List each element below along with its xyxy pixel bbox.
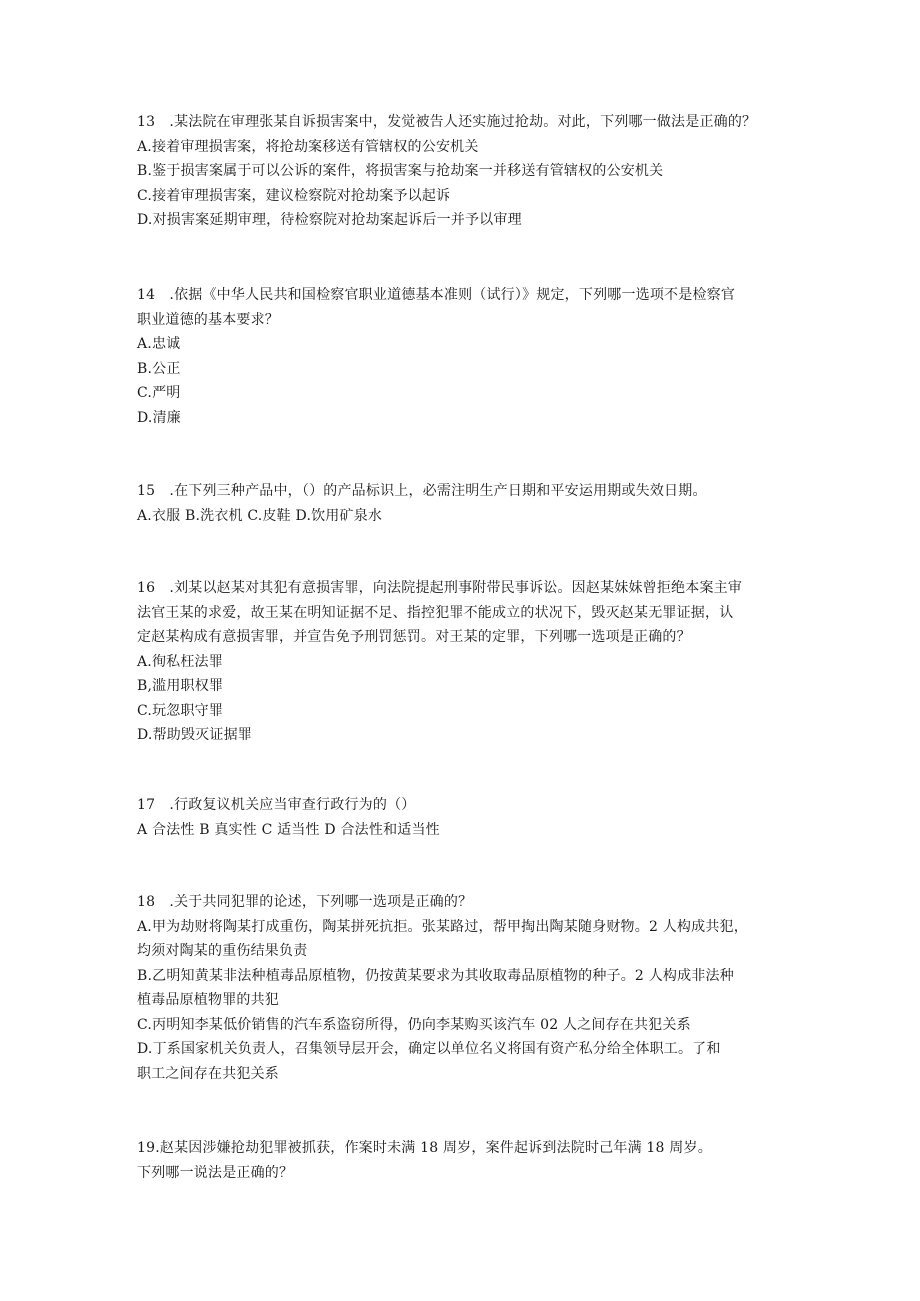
question-14-stem-continued: 职业道德的基本要求？ [137, 311, 279, 328]
question-18-option-c: C.丙明知李某低价销售的汽车系盗窃所得，仍向李某购买该汽车 02 人之间存在共犯关系 [137, 1016, 691, 1033]
question-16-option-a: A.徇私枉法罪 [137, 653, 223, 670]
question-16-option-c: C.玩忽职守罪 [137, 702, 224, 719]
question-15 [137, 479, 802, 528]
question-14-option-c: C.严明 [137, 385, 181, 401]
question-16-stem: 16 .刘某以赵某对其犯有意损害罪，向法院提起刑事附带民事诉讼。因赵某妹妹曾拒绝本案主审 [137, 580, 743, 596]
question-18-option-d: D.丁系国家机关负责人，召集领导层开会，确定以单位名义将国有资产私分给全体职工。了和 [137, 1041, 721, 1057]
question-14-option-b: B.公正 [137, 360, 181, 377]
question-16-option-b: B,滥用职权罪 [137, 678, 224, 694]
question-17-stem: 17 .行政复议机关应当审查行政行为的（） [137, 797, 416, 813]
question-18-option-b: B.乙明知黄某非法种植毒品原植物，仍按黄某要求为其收取毒品原植物的种子。2 人构成非法种 [137, 967, 734, 984]
question-16 [137, 576, 802, 748]
question-18-stem: 18 .关于共同犯罪的论述，下列哪一选项是正确的？ [137, 894, 473, 910]
question-16-stem-continued: 定赵某构成有意损害罪，并宣告免予刑罚惩罚。对王某的定罪，下列哪一选项是正确的？ [137, 629, 691, 645]
question-18-option-a: A.甲为劫财将陶某打成重伤，陶某拼死抗拒。张某路过，帮甲掏出陶某随身财物。2 人构成共犯， [137, 918, 748, 935]
question-13-option-a: A.接着审理损害案，将抢劫案移送有管辖权的公安机关 [137, 138, 479, 155]
question-14-stem: 14 .依据《中华人民共和国检察官职业道德基本准则（试行）》规定，下列哪一选项不是检察官 [137, 287, 736, 303]
question-13-option-d: D.对损害案延期审理，待检察院对抢劫案起诉后一并予以审理 [137, 212, 522, 228]
question-13 [137, 110, 802, 233]
question-13-option-c: C.接着审理损害案，建议检察院对抢劫案予以起诉 [137, 187, 451, 204]
question-18-option-a-continued: 均须对陶某的重伤结果负责 [137, 943, 308, 959]
question-15-options: A.衣服 B.洗衣机 C.皮鞋 D.饮用矿泉水 [137, 507, 383, 524]
question-17 [137, 793, 802, 842]
question-14-option-a: A.忠诚 [137, 336, 181, 352]
question-19-stem-continued: 下列哪一说法是正确的？ [137, 1164, 294, 1181]
question-17-options: A 合法性 B 真实性 C 适当性 D 合法性和适当性 [137, 821, 440, 838]
question-18 [137, 890, 802, 1086]
question-19 [137, 1136, 802, 1185]
question-19-stem: 19.赵某因涉嫌抢劫犯罪被抓获，作案时未满 18 周岁，案件起诉到法院时己年满 18 周岁。 [137, 1140, 712, 1156]
question-15-stem: 15 .在下列三种产品中，（）的产品标识上，必需注明生产日期和平安运用期或失效日期。 [137, 483, 707, 499]
question-18-option-d-continued: 职工之间存在共犯关系 [137, 1065, 279, 1082]
question-16-option-d: D.帮助毁灭证据罪 [137, 727, 252, 743]
question-16-stem-continued: 法官王某的求爱，故王某在明知证据不足、指控犯罪不能成立的状况下，毁灭赵某无罪证据，认 [137, 604, 734, 621]
question-13-option-b: B.鉴于损害案属于可以公诉的案件，将损害案与抢劫案一并移送有管辖权的公安机关 [137, 163, 664, 179]
question-18-option-b-continued: 植毒品原植物罪的共犯 [137, 992, 279, 1008]
question-14-option-d: D.清廉 [137, 409, 181, 426]
question-14 [137, 283, 802, 430]
question-13-stem: 13 .某法院在审理张某自诉损害案中，发觉被告人还实施过抢劫。对此，下列哪一做法是正确的？ [137, 114, 757, 130]
